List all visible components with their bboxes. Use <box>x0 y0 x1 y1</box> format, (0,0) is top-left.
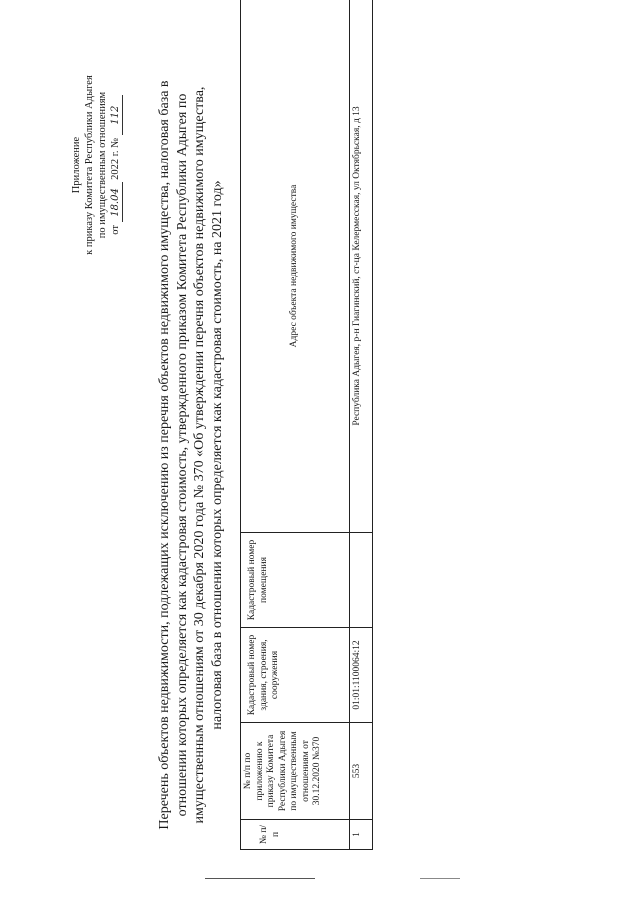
handwritten-date: 18.04 <box>109 182 123 222</box>
cell-num: 1 <box>350 820 373 850</box>
appendix-from-label: от <box>110 225 121 235</box>
table-header-row <box>241 0 350 850</box>
header-building-cadastral: Кадастровый номер здания, строения, сооружения <box>241 628 350 723</box>
document-heading: Перечень объектов недвижимости, подлежащих исключению из перечня объектов недвижимого имущества, налоговая база в отношении которых определяется как кадастровая стоимость, утвержденного приказом Комитета Республики Адыгея по имущественным отношениям от 30 декабря 2020 года № 370 «Об утверждении перечня объектов недвижимого имущества, налоговая база в отношении которых определяется как кадастровая стоимость, на 2021 год» <box>157 80 225 830</box>
cell-building-cadastral: 01:01:1100064:12 <box>350 628 373 723</box>
appendix-line2: по имущественным отношениям <box>97 91 108 239</box>
table-row <box>350 0 373 850</box>
appendix-date-line <box>109 35 123 295</box>
cell-appendix-num: 553 <box>350 723 373 820</box>
cell-address: Республика Адыгея, р-н Гиагинский, ст-ца Келермесская, ул Октябрьская, д 13 <box>350 0 373 533</box>
scan-artifact-line <box>420 878 460 879</box>
header-appendix-num: № п/п по приложению к приказу Комитета Республики Адыгея по имущественным отношениям от 30.12.2020 №370 <box>241 723 350 820</box>
header-room-cadastral: Кадастровый номер помещения <box>241 533 350 628</box>
appendix-title: Приложение <box>71 136 82 194</box>
appendix-block <box>70 35 123 295</box>
appendix-line1: к приказу Комитета Республики Адыгея <box>84 75 95 255</box>
cell-room-cadastral <box>350 533 373 628</box>
handwritten-number: 112 <box>109 95 123 135</box>
scan-artifact-line <box>205 878 315 879</box>
header-address: Адрес объекта недвижимого имущества <box>241 0 350 533</box>
header-num: № п/п <box>241 820 350 850</box>
appendix-year-text: 2022 г. № <box>110 137 121 180</box>
objects-table <box>240 0 373 850</box>
